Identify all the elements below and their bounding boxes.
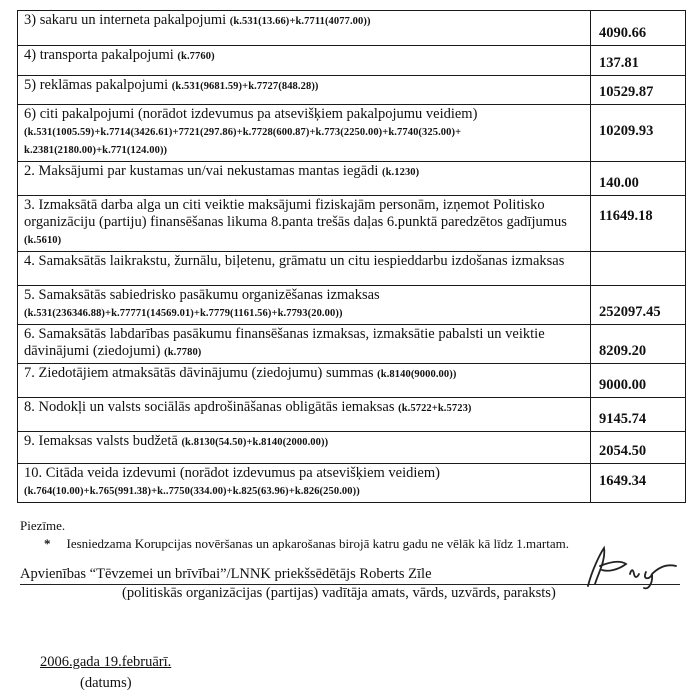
table-row (18, 432, 686, 464)
table-row (18, 196, 686, 252)
note-title: Piezīme. (20, 518, 66, 533)
account-reference: (k.764(10.00)+k.765(991.38)+k..7750(334.00)+k.825(63.96)+k.826(250.00)) (24, 486, 360, 497)
account-reference: (k.7760) (177, 51, 215, 62)
row-amount: 8209.20 (591, 325, 686, 364)
table-row (18, 464, 686, 503)
row-description (18, 196, 591, 252)
row-amount (591, 252, 686, 286)
row-label: 8. Nodokļi un valsts sociālās apdrošināšanas obligātās iemaksas (24, 399, 399, 415)
row-amount: 1649.34 (591, 464, 686, 503)
table-row (18, 105, 686, 162)
row-amount: 9000.00 (591, 364, 686, 398)
note-bullet: * (44, 536, 51, 551)
account-reference: (k.531(1005.59)+k.7714(3426.61)+7721(297.86)+k.7728(600.87)+k.773(2250.00)+k.7740(325.00)+ k.2381(2180.00)+k.771(124.00)) (24, 127, 462, 156)
account-reference: (k.531(9681.59)+k.7727(848.28)) (171, 81, 319, 92)
row-amount: 4090.66 (591, 11, 686, 46)
row-amount: 10209.93 (591, 105, 686, 162)
row-description (18, 252, 591, 286)
row-label: 4) transporta pakalpojumi (24, 47, 178, 63)
row-amount: 252097.45 (591, 286, 686, 325)
account-reference: (k.1230) (382, 167, 420, 178)
account-reference: (k.7780) (164, 347, 202, 358)
expenses-table (17, 10, 686, 503)
row-label: 5) reklāmas pakalpojumi (24, 77, 172, 93)
account-reference: (k.8130(54.50)+k.8140(2000.00)) (181, 437, 329, 448)
row-label: 3. Izmaksātā darba alga un citi veiktie maksājumi fiziskajām personām, izņemot Politisko organizāciju (partiju) finansēšanas likuma 8.panta trešās daļas 6.punktā paredzētos gadījumus (24, 197, 567, 230)
table-row (18, 286, 686, 325)
row-label: 5. Samaksātās sabiedrisko pasākumu organizēšanas izmaksas (24, 287, 380, 303)
account-reference: (k.8140(9000.00)) (377, 369, 457, 380)
signature-caption: (politiskās organizācijas (partijas) vadītāja amats, vārds, uzvārds, paraksts) (122, 585, 556, 601)
row-description (18, 76, 591, 105)
table-row (18, 325, 686, 364)
date-caption: (datums) (80, 675, 132, 691)
table-row (18, 364, 686, 398)
row-description (18, 325, 591, 364)
row-label: 9. Iemaksas valsts budžetā (24, 433, 182, 449)
row-label: 7. Ziedotājiem atmaksātās dāvinājumu (ziedojumu) summas (24, 365, 378, 381)
row-description (18, 46, 591, 76)
row-description (18, 105, 591, 162)
table-row (18, 76, 686, 105)
row-description (18, 162, 591, 196)
account-reference: (k.531(13.66)+k.7711(4077.00)) (229, 16, 371, 27)
date-value: 2006.gada 19.februārī. (40, 654, 172, 670)
row-amount: 9145.74 (591, 398, 686, 432)
row-description (18, 364, 591, 398)
row-description (18, 286, 591, 325)
table-row (18, 46, 686, 76)
row-amount: 140.00 (591, 162, 686, 196)
row-amount: 2054.50 (591, 432, 686, 464)
account-reference: (k.5610) (24, 235, 62, 246)
signature-line: Apvienības “Tēvzemei un brīvībai”/LNNK priekšsēdētājs Roberts Zīle (20, 566, 680, 585)
row-label: 3) sakaru un interneta pakalpojumi (24, 12, 230, 28)
row-label: 4. Samaksātās laikrakstu, žurnālu, biļetenu, grāmatu un citu iespieddarbu izdošanas izmaksas (24, 253, 565, 269)
row-description (18, 11, 591, 46)
table-row (18, 252, 686, 286)
table-row (18, 11, 686, 46)
account-reference: (k.531(236346.88)+k.77771(14569.01)+k.7779(1161.56)+k.7793(20.00)) (24, 308, 343, 319)
row-description (18, 464, 591, 503)
note-text: Iesniedzama Korupcijas novēršanas un apkarošanas birojā katru gadu ne vēlāk kā līdz 1.martam. (66, 536, 569, 551)
row-amount: 11649.18 (591, 196, 686, 252)
table-row (18, 398, 686, 432)
row-label: 6) citi pakalpojumi (norādot izdevumus pa atsevišķiem pakalpojumu veidiem) (24, 106, 478, 122)
row-label: 6. Samaksātās labdarības pasākumu finansēšanas izmaksas, izmaksātie pabalsti un veiktie dāvinājumi (ziedojumi) (24, 326, 545, 359)
row-description (18, 398, 591, 432)
account-reference: (k.5722+k.5723) (398, 403, 472, 414)
note-line (44, 536, 569, 552)
row-amount: 137.81 (591, 46, 686, 76)
row-description (18, 432, 591, 464)
row-label: 10. Citāda veida izdevumi (norādot izdevumus pa atsevišķiem veidiem) (24, 465, 440, 481)
row-amount: 10529.87 (591, 76, 686, 105)
table-row (18, 162, 686, 196)
row-label: 2. Maksājumi par kustamas un/vai nekustamas mantas iegādi (24, 163, 382, 179)
